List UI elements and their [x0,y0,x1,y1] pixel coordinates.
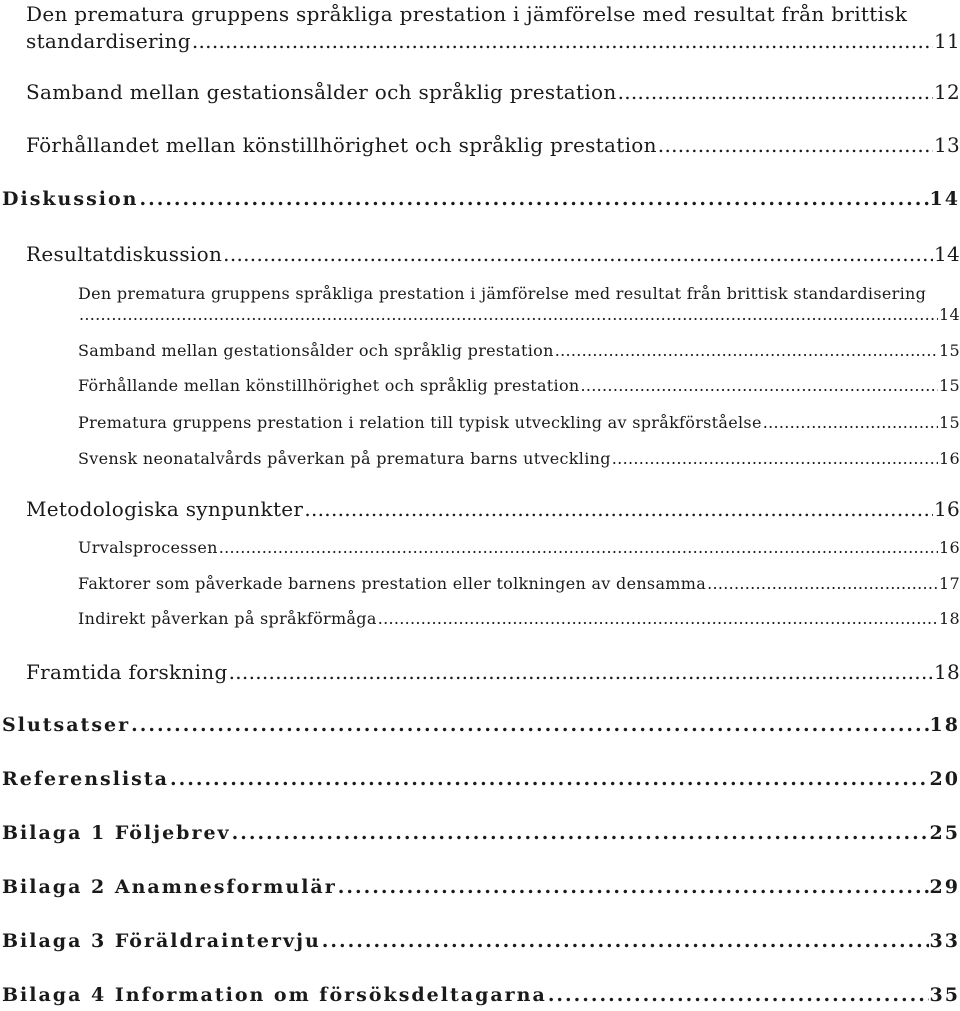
toc-entry-title: Indirekt påverkan på språkförmåga [78,609,377,628]
toc-entry-title: Svensk neonatalvårds påverkan på prematura barns utveckling [78,449,611,468]
toc-entry[interactable] [2,188,960,210]
dot-leader [232,822,929,844]
toc-entry[interactable] [78,376,960,395]
toc-entry[interactable] [78,449,960,468]
toc-entry[interactable] [26,497,960,521]
toc-entry[interactable] [2,984,960,1006]
dot-leader [548,984,929,1006]
toc-entry-title: Slutsatser [2,714,131,736]
dot-leader [229,660,933,684]
toc-entry-page: 13 [933,133,960,157]
dot-leader [139,188,928,210]
toc-entry-page: 35 [929,984,960,1006]
dot-leader [338,876,929,898]
toc-entry-title: Förhållande mellan könstillhörighet och språklig prestation [78,376,580,395]
dot-leader [223,242,933,266]
toc-entry-title: Metodologiska synpunkter [26,497,304,521]
toc-entry-title: Urvalsprocessen [78,538,218,557]
toc-entry-page: 14 [933,242,960,266]
dot-leader [79,305,938,324]
toc-entry-title: Diskussion [2,188,139,210]
dot-leader [581,376,939,395]
toc-entry[interactable] [26,29,960,53]
dot-leader [219,538,938,557]
toc-entry-title: Samband mellan gestationsålder och språklig prestation [78,341,554,360]
toc-entry-title: Bilaga 2 Anamnesformulär [2,876,337,898]
toc-entry[interactable] [78,341,960,360]
dot-leader [763,413,938,432]
toc-entry-page: 17 [939,574,960,593]
toc-entry[interactable] [78,574,960,593]
toc-entry-page: 15 [939,376,960,395]
toc-entry-page: 20 [929,768,960,790]
toc-entry-page: 18 [933,660,960,684]
dot-leader [170,768,929,790]
toc-entry-title: standardisering [26,29,191,53]
toc-entry-page: 14 [929,188,960,210]
dot-leader [192,29,933,53]
dot-leader [555,341,938,360]
toc-entry[interactable] [78,609,960,628]
toc-entry-title: Samband mellan gestationsålder och språklig prestation [26,80,617,104]
toc-entry[interactable] [2,822,960,844]
dot-leader [304,497,933,521]
toc-entry-title: Referenslista [2,768,169,790]
dot-leader [378,609,938,628]
dot-leader [707,574,938,593]
toc-entry-page: 18 [929,714,960,736]
toc-entry-title: Resultatdiskussion [26,242,223,266]
toc-entry[interactable] [2,768,960,790]
toc-entry[interactable] [2,930,960,952]
toc-entry-title: Prematura gruppens prestation i relation till typisk utveckling av språkförståelse [78,413,762,432]
toc-entry[interactable] [26,660,960,684]
toc-entry-page: 16 [939,449,960,468]
toc-entry-page: 25 [929,822,960,844]
toc-entry-page: 16 [933,497,960,521]
toc-entry[interactable] [78,538,960,557]
toc-entry-page: 15 [939,341,960,360]
toc-entry-title: Förhållandet mellan könstillhörighet och språklig prestation [26,133,657,157]
toc-entry[interactable] [26,80,960,104]
toc-entry-title-line: Den prematura gruppens språkliga prestation i jämförelse med resultat från brittisk [26,2,908,26]
dot-leader [322,930,929,952]
dot-leader [658,133,933,157]
toc-entry-title: Bilaga 4 Information om försöksdeltagarna [2,984,547,1006]
toc-entry-page: 33 [929,930,960,952]
toc-entry-title: Framtida forskning [26,660,228,684]
toc-entry-page: 18 [939,609,960,628]
toc-entry-page: 15 [939,413,960,432]
toc-entry-page: 14 [939,305,960,324]
dot-leader [131,714,928,736]
toc-entry[interactable] [78,413,960,432]
toc-entry[interactable] [2,876,960,898]
toc-entry-title: Faktorer som påverkade barnens prestation eller tolkningen av densamma [78,574,707,593]
toc-entry[interactable] [78,305,960,324]
toc-entry-page: 16 [939,538,960,557]
toc-entry-title-line: Den prematura gruppens språkliga prestation i jämförelse med resultat från brittisk standardisering [78,284,927,303]
toc-entry-page: 29 [929,876,960,898]
dot-leader [618,80,933,104]
toc-entry[interactable] [26,133,960,157]
toc-entry[interactable] [26,242,960,266]
toc-entry-title: Bilaga 1 Följebrev [2,822,231,844]
dot-leader [612,449,938,468]
toc-entry-page: 11 [933,29,960,53]
toc-entry-page: 12 [933,80,960,104]
toc-entry[interactable] [2,714,960,736]
toc-entry-title: Bilaga 3 Föräldraintervju [2,930,321,952]
